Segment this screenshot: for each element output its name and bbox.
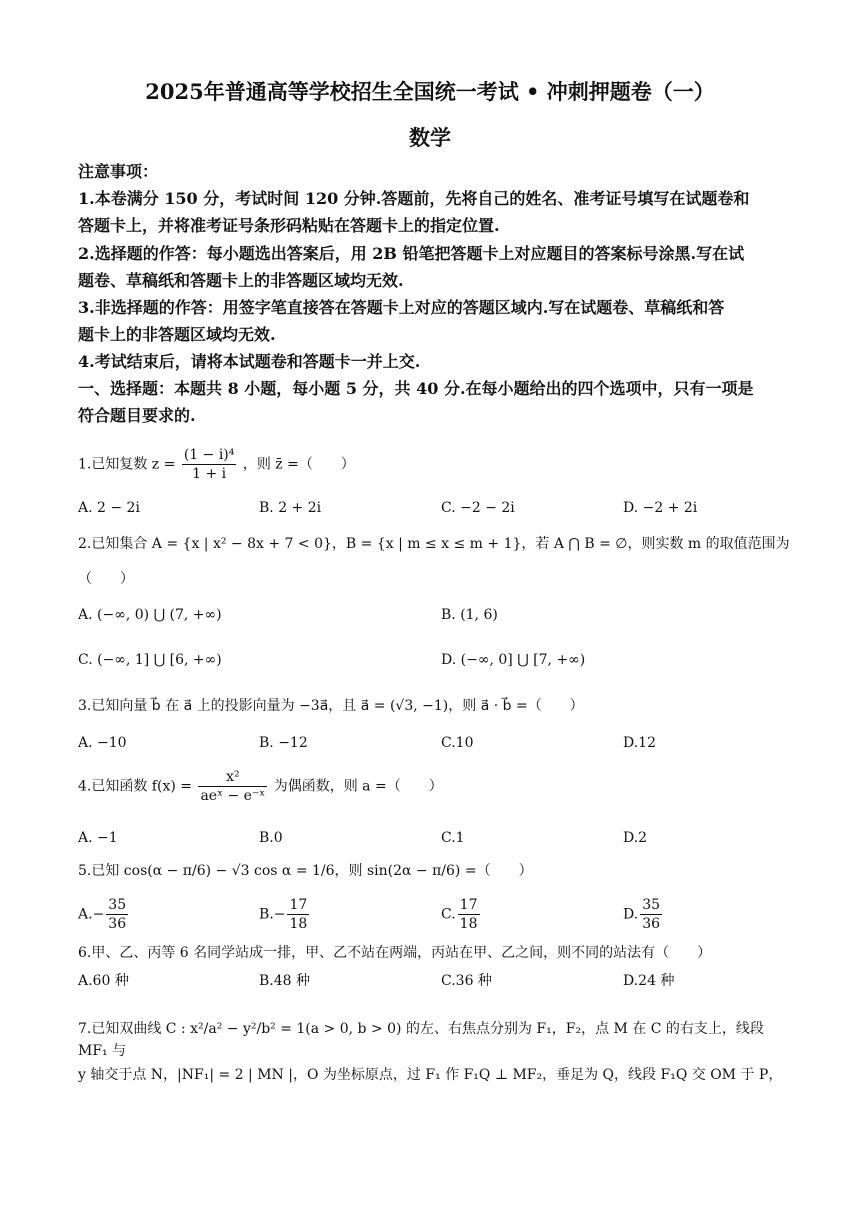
q2-option-c: C. (−∞, 1] ⋃ [6, +∞) xyxy=(78,652,222,668)
q5-option-d-den: 36 xyxy=(642,916,661,932)
question-7-line1: 7.已知双曲线 C : x²/a² − y²/b² = 1(a > 0, b > 0) 的左、右焦点分别为 F₁，F₂，点 M 在 C 的右支上，线段 MF₁ 与 xyxy=(78,1021,764,1059)
q5-option-b-num: 17 xyxy=(289,897,308,913)
q1-option-b: B. 2 + 2i xyxy=(259,500,322,516)
note-2a: 2.选择题的作答：每小题选出答案后，用 2B 铅笔把答题卡上对应题目的答案标号涂黑.写在试 xyxy=(78,244,745,263)
q4-option-a: A. −1 xyxy=(78,830,118,846)
q5-option-c-label: C. xyxy=(441,906,456,923)
q3-option-d: D.12 xyxy=(623,735,656,751)
notes-heading: 注意事项： xyxy=(78,162,159,181)
q4-denominator: aeˣ − e⁻ˣ xyxy=(200,788,266,804)
q4-tail: 为偶函数，则 a =（ ） xyxy=(273,778,443,795)
note-3a: 3.非选择题的作答：用签字笔直接答在答题卡上对应的答题区域内.写在试题卷、草稿纸和答 xyxy=(78,298,725,317)
q5-option-b-label: B. xyxy=(259,906,274,923)
q2-paren: （ ） xyxy=(78,571,134,587)
note-1a: 1.本卷满分 150 分，考试时间 120 分钟.答题前，先将自己的姓名、准考证号填写在试题卷和 xyxy=(78,189,750,208)
q3-option-a: A. −10 xyxy=(78,735,127,751)
q3-option-b: B. −12 xyxy=(259,735,308,751)
q4-option-b: B.0 xyxy=(259,830,283,846)
q5-option-a-den: 36 xyxy=(108,916,127,932)
note-4: 4.考试结束后，请将本试题卷和答题卡一并上交. xyxy=(78,352,421,371)
q5-option-b-fraction xyxy=(287,896,309,933)
q4-fraction xyxy=(198,768,267,805)
q1-option-c: C. −2 − 2i xyxy=(441,500,515,516)
section1-line1: 一、选择题：本题共 8 小题，每小题 5 分，共 40 分.在每小题给出的四个选项中，只有一项是 xyxy=(78,379,754,398)
q5-option-b xyxy=(259,896,311,933)
q5-option-c xyxy=(441,896,482,933)
q1-tail: ，则 z̄ =（ ） xyxy=(242,456,355,473)
question-7-line2: y 轴交于点 N，|NF₁| = 2 | MN |，O 为坐标原点，过 F₁ 作 F₁Q ⊥ MF₂，垂足为 Q，线段 F₁Q 交 OM 于 P， xyxy=(78,1067,783,1083)
q1-option-d: D. −2 + 2i xyxy=(623,500,698,516)
subject-title: 数学 xyxy=(409,125,451,150)
q4-option-d: D.2 xyxy=(623,830,648,846)
q2-option-a: A. (−∞, 0) ⋃ (7, +∞) xyxy=(78,607,222,623)
q1-option-a: A. 2 − 2i xyxy=(78,500,140,516)
q5-option-b-sign: − xyxy=(273,906,286,923)
q2-option-b: B. (1, 6) xyxy=(441,607,498,623)
q4-numerator: x² xyxy=(198,768,267,787)
q5-option-c-den: 18 xyxy=(459,916,478,932)
note-3b: 题卡上的非答题区域均无效. xyxy=(78,325,276,344)
q5-option-a-fraction xyxy=(106,896,128,933)
q5-option-d-fraction xyxy=(640,896,662,933)
q6-option-c: C.36 种 xyxy=(441,973,492,989)
q5-option-b-den: 18 xyxy=(289,916,308,932)
q4-stem: 4.已知函数 f(x) = xyxy=(78,778,192,795)
q6-option-a: A.60 种 xyxy=(78,973,129,989)
q5-option-d-num: 35 xyxy=(642,897,661,913)
question-4 xyxy=(78,768,790,805)
q2-option-d: D. (−∞, 0] ⋃ [7, +∞) xyxy=(441,652,586,668)
q1-numerator: (1 − i)⁴ xyxy=(183,447,235,463)
section1-line2: 符合题目要求的. xyxy=(78,406,196,425)
question-2: 2.已知集合 A = {x | x² − 8x + 7 < 0}，B = {x | m ≤ x ≤ m + 1}，若 A ⋂ B = ∅，则实数 m 的取值范围为 xyxy=(78,536,790,552)
q3-option-c: C.10 xyxy=(441,735,474,751)
q5-option-d-label: D. xyxy=(623,906,639,923)
q4-option-c: C.1 xyxy=(441,830,465,846)
q5-option-a xyxy=(78,896,130,933)
q5-option-d xyxy=(623,896,664,933)
question-6: 6.甲、乙、丙等 6 名同学站成一排，甲、乙不站在两端，丙站在甲、乙之间，则不同的站法有（ ） xyxy=(78,945,712,961)
q5-option-a-num: 35 xyxy=(108,897,127,913)
q1-denominator: 1 + i xyxy=(192,466,227,482)
q1-fraction xyxy=(182,446,237,483)
q6-option-b: B.48 种 xyxy=(259,973,311,989)
question-5: 5.已知 cos(α − π/6) − √3 cos α = 1/6，则 sin(2α − π/6) =（ ） xyxy=(78,863,533,879)
q6-option-d: D.24 种 xyxy=(623,973,675,989)
q5-option-a-label: A. xyxy=(78,906,93,923)
q5-option-c-num: 17 xyxy=(459,897,478,913)
question-1 xyxy=(78,446,790,483)
note-1b: 答题卡上，并将准考证号条形码粘贴在答题卡上的指定位置. xyxy=(78,216,500,235)
exam-title: 2025年普通高等学校招生全国统一考试 • 冲刺押题卷（一） xyxy=(145,79,715,104)
question-3: 3.已知向量 b⃗ 在 a⃗ 上的投影向量为 −3a⃗，且 a⃗ = (√3, −1)，则 a⃗ · b⃗ =（ ） xyxy=(78,698,584,714)
q1-stem: 1.已知复数 z = xyxy=(78,456,176,473)
q5-option-c-fraction xyxy=(458,896,480,933)
q5-option-a-sign: − xyxy=(92,906,105,923)
note-2b: 题卷、草稿纸和答题卡上的非答题区域均无效. xyxy=(78,271,404,290)
